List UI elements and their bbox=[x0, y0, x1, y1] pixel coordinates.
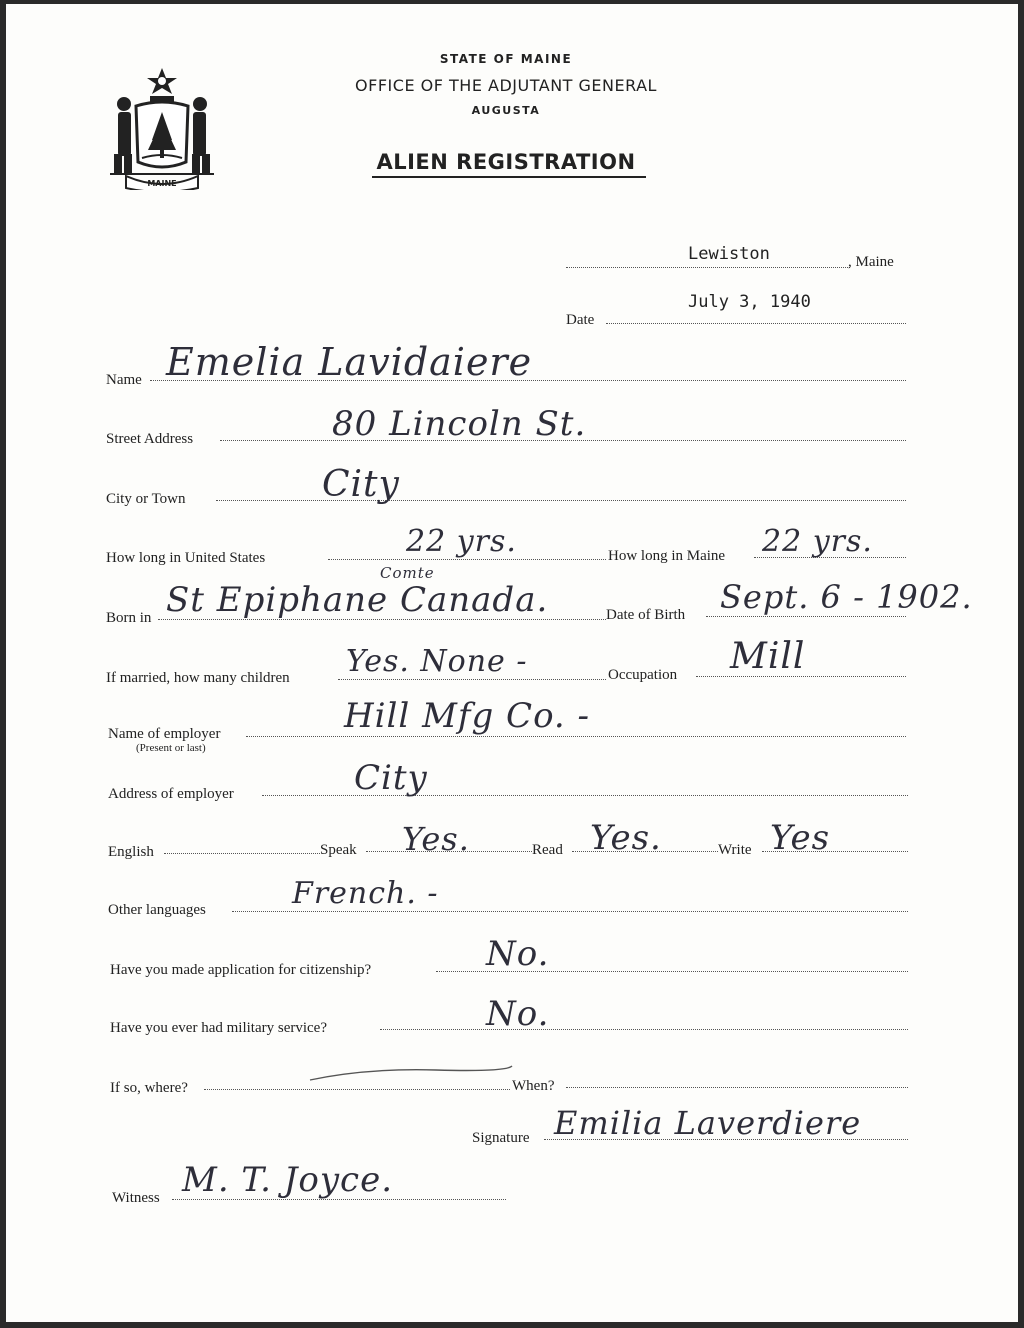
married-value: Yes. None - bbox=[346, 644, 528, 679]
when-line bbox=[566, 1086, 908, 1088]
witness-label: Witness bbox=[112, 1190, 160, 1206]
city-label: City or Town bbox=[106, 491, 186, 507]
citizenship-value: No. bbox=[486, 934, 550, 974]
street-value: 80 Lincoln St. bbox=[332, 404, 587, 444]
speak-label: Speak bbox=[320, 842, 357, 858]
occupation-label: Occupation bbox=[608, 667, 678, 683]
dob-value: Sept. 6 - 1902. bbox=[720, 578, 973, 616]
other-languages-value: French. - bbox=[292, 876, 439, 911]
how-long-us-value: 22 yrs. bbox=[406, 524, 517, 559]
married-label: If married, how many children bbox=[106, 670, 290, 686]
registration-form bbox=[6, 4, 1018, 1322]
signature-value: Emilia Laverdiere bbox=[554, 1104, 862, 1142]
date-line bbox=[606, 322, 906, 324]
form-title: ALIEN REGISTRATION bbox=[376, 150, 636, 174]
witness-value: M. T. Joyce. bbox=[182, 1160, 394, 1200]
how-long-maine-label: How long in Maine bbox=[608, 548, 726, 564]
city-line bbox=[216, 499, 906, 501]
english-label: English bbox=[108, 844, 154, 860]
title-underline bbox=[372, 176, 646, 178]
state-seal-icon bbox=[106, 66, 218, 190]
citizenship-label: Have you made application for citizenship? bbox=[110, 962, 372, 978]
read-label: Read bbox=[532, 842, 563, 858]
header-office: OFFICE OF THE ADJUTANT GENERAL bbox=[355, 76, 657, 95]
born-in-county: Comte bbox=[380, 564, 435, 582]
signature-label: Signature bbox=[472, 1130, 530, 1146]
where-line bbox=[204, 1088, 510, 1090]
where-strike-mark bbox=[306, 1062, 516, 1086]
street-label: Street Address bbox=[106, 431, 194, 447]
born-in-value: St Epiphane Canada. bbox=[166, 580, 549, 620]
header-state: STATE OF MAINE bbox=[439, 52, 573, 66]
military-line bbox=[380, 1028, 908, 1030]
occupation-value: Mill bbox=[730, 636, 806, 677]
other-languages-label: Other languages bbox=[108, 902, 206, 918]
svg-text:MAINE: MAINE bbox=[147, 179, 177, 188]
maine-label: , Maine bbox=[848, 254, 894, 270]
town-line bbox=[566, 266, 850, 268]
where-label: If so, where? bbox=[110, 1080, 188, 1096]
dob-label: Date of Birth bbox=[606, 607, 686, 623]
read-value: Yes. bbox=[590, 818, 662, 858]
employer-label: Name of employer bbox=[108, 726, 221, 742]
when-label: When? bbox=[512, 1078, 555, 1094]
typed-date: July 3, 1940 bbox=[688, 292, 811, 312]
employer-address-label: Address of employer bbox=[108, 786, 234, 802]
name-value: Emelia Lavidaiere bbox=[166, 340, 533, 384]
how-long-maine-value: 22 yrs. bbox=[762, 524, 873, 559]
employer-note: (Present or last) bbox=[136, 742, 206, 754]
military-value: No. bbox=[486, 994, 550, 1034]
date-label: Date bbox=[566, 312, 595, 328]
speak-value: Yes. bbox=[402, 820, 470, 858]
employer-address-value: City bbox=[354, 758, 428, 798]
header-city: AUGUSTA bbox=[471, 104, 541, 117]
employer-value: Hill Mfg Co. - bbox=[344, 696, 591, 736]
write-label: Write bbox=[718, 842, 752, 858]
write-value: Yes bbox=[770, 818, 831, 858]
english-line bbox=[164, 852, 320, 854]
typed-town: Lewiston bbox=[688, 244, 770, 264]
city-value: City bbox=[322, 464, 400, 505]
born-in-label: Born in bbox=[106, 610, 152, 626]
name-label: Name bbox=[106, 372, 142, 388]
military-label: Have you ever had military service? bbox=[110, 1020, 327, 1036]
how-long-us-label: How long in United States bbox=[106, 550, 266, 566]
